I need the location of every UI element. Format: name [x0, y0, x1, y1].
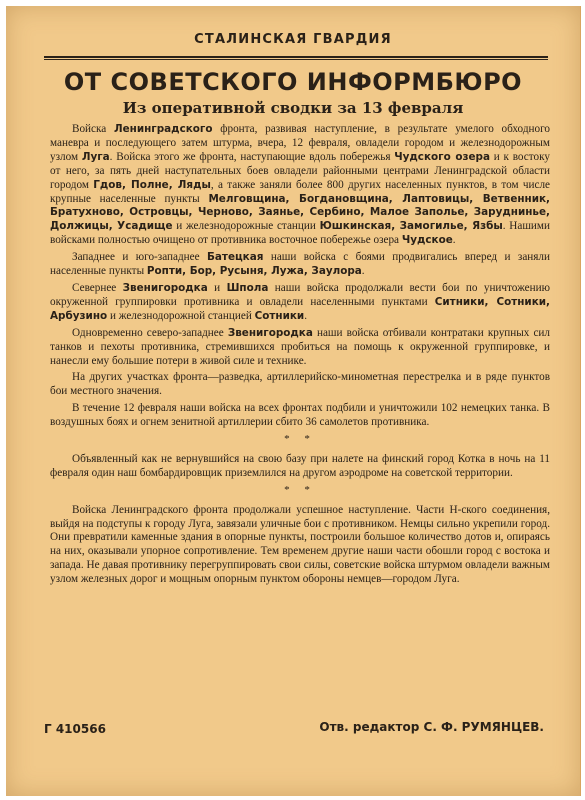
paragraph-4: Одновременно северо-западнее Звенигородка наши войска отбивали контратаки крупных сил танков и пехоты противника, стремившихся пробиться на помощь к окруженной группировке, и нанесли ему большие потери в живой силе и технике.	[50, 326, 551, 367]
bulletin-title: ОТ СОВЕТСКОГО ИНФОРМБЮРО	[63, 68, 523, 96]
newspaper-masthead: СТАЛИНСКАЯ ГВАРДИЯ	[194, 32, 392, 47]
section-separator: * *	[284, 433, 316, 446]
bulletin-subtitle: Из оперативной сводки за 13 февраля	[122, 99, 464, 117]
section-separator: * *	[284, 483, 316, 496]
paragraph-8: Войска Ленинградского фронта продолжали успешное наступление. Части Н-ского соединения, выйдя на подступы к городу Луга, завязали уличные бои с противником. Немцы сильно укрепили город. Они превратили каменные здания в опорные пункты, построили большое количество дотов и, опираясь на них, оказывали упорное сопротивление. Тем временем другие наши части обошли город с востока и запада. Не давая противнику перегруппировать свои силы, советские войска штурмом овладели важным узлом железных дорог и мощным опорным пунктом обороны немцев—городом Луга.	[50, 503, 550, 586]
bulletin-body	[50, 123, 550, 590]
paragraph-2: Западнее и юго-западнее Батецкая наши войска с боями продвигались вперед и заняли населенные пункты Ропти, Бор, Русыня, Лужа, Заулора.	[50, 251, 550, 278]
masthead-rule-thin	[44, 59, 548, 60]
paragraph-7: Объявленный как не вернувшийся на свою базу при налете на финский город Котка в ночь на 11 февраля один наш бомбардировщик приземлился на другом аэродроме на советской территории.	[50, 452, 550, 479]
paragraph-6: В течение 12 февраля наши войска на всех фронтах подбили и уничтожили 102 немецких танка. В воздушных боях и огнем зенитной артиллерии сбито 36 самолетов противника.	[50, 402, 550, 429]
paragraph-3: Севернее Звенигородка и Шпола наши войска продолжали вести бои по уничтожению окруженной группировки противника и овладели населенными пунктами Ситники, Сотники, Арбузино и железнодорожной станцией Сотники.	[50, 281, 550, 322]
masthead-rule	[44, 56, 548, 58]
leaflet-sheet	[6, 6, 581, 796]
print-code: Г 410566	[44, 722, 106, 736]
paragraph-1: Войска Ленинградского фронта, развивая наступление, в результате умелого обходного маневра и последующего затем штурма, вчера, 12 февраля, овладели городом и железнодорожным узлом Луга. Войска этого же фронта, наступающие вдоль побережья Чудского озера и к востоку от него, за пять дней наступательных боев овладели районными центрами Ленинградской области городом Гдов, Полне, Ляды, а также заняли более 800 других населенных пунктов, в том числе крупные населенные пункты Мелговщина, Богдановщина, Лаптовицы, Ветвенник, Братухново, Островцы, Черново, Заянье, Сербино, Малое Заполье, Заруднинье, Должицы, Усадище и железнодорожные станции Юшкинская, Замогилье, Язбы. Нашими войсками полностью очищено от противника восточное побережье озера Чудское.	[50, 123, 551, 247]
paragraph-5: На других участках фронта—разведка, артиллерийско-минометная перестрелка и в ряде пунктов бои местного значения.	[50, 371, 550, 398]
editor-credit: Отв. редактор С. Ф. РУМЯНЦЕВ.	[319, 720, 544, 734]
